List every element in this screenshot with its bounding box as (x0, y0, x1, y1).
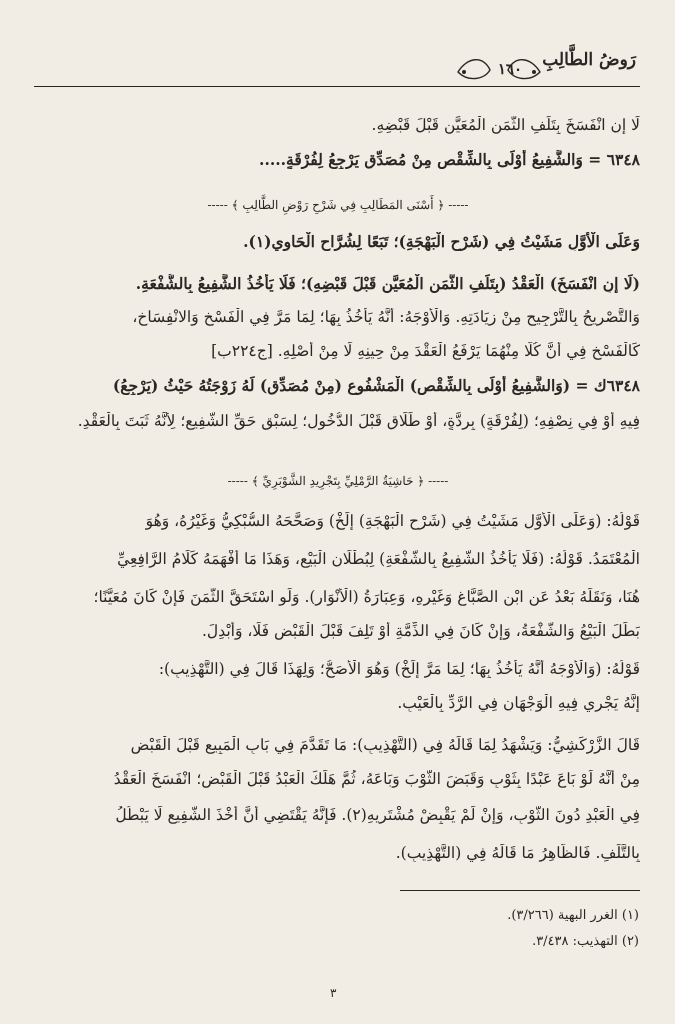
text-line: هُنَا، وَنَقَلَهُ بَعْدُ عَنِ ابْنِ الصَّبَّاغِ وَغَيْرِهِ، وَعِبَارَةُ (الْأَنْوَارِ). وَلَوِ اسْتَحَقَّ الثَّمَنَ فَإِنْ كَانَ مُعَيَّنًا؛ (93, 588, 640, 606)
footnote: (٢) التهذيب: ٣/٤٣٨. (532, 934, 639, 949)
section-separator: ----- ﴿ أَسْنَى المَطَالِبِ فِي شَرْحِ رَوْضِ الطَّالِبِ ﴾ ----- (207, 198, 469, 212)
text-line: مِنْ أَنَّهُ لَوْ بَاعَ عَبْدًا بِثَوْبٍ وَقَبَضَ الثَّوْبَ وَبَاعَهُ، ثُمَّ هَلَكَ الْعَبْدُ قَبْلَ الْقَبْضِ؛ انْفَسَخَ الْعَقْدُ (113, 770, 640, 788)
page-header (34, 48, 640, 88)
text-line: وَعَلَى الْأَوَّلِ مَشَيْتُ فِي (شَرْحِ الْبَهْجَةِ)؛ تَبَعًا لِشُرَّاحِ الْحَاوِي(١). (243, 232, 640, 251)
text-line: فِي الْعَبْدِ دُونَ الثَّوْبِ، وَإِنْ لَمْ يَقْبِضْ مُشْتَرِيهِ(٢). فَإِنَّهُ يَقْتَضِي أَنَّ أَخْذَ الشَّفِيعِ لَا يَبْطُلُ (115, 806, 640, 824)
text-line: الْمُعْتَمَدُ. قَوْلُهُ: (فَلَا يَأْخُذُ الشَّفِيعُ بِالشُّفْعَةِ) لِبُطْلَانِ الْبَيْعِ، وَهَذَا مَا أَفْهَمَهُ كَلَامُ الرَّافِعِيِّ (117, 550, 640, 568)
text-line: إِنَّهُ يَجْرِي فِيهِ الْوَجْهَانِ فِي الرَّدِّ بِالْعَيْبِ. (397, 694, 640, 712)
page-number: ١٦٠ (497, 60, 522, 78)
text-line: قَالَ الزَّرْكَشِيُّ: وَيَشْهَدُ لِمَا قَالَهُ فِي (التَّهْذِيبِ): مَا تَقَدَّمَ فِي بَابِ الْمَبِيعِ قَبْلَ الْقَبْضِ (130, 736, 640, 754)
page-mark: ٣ (330, 986, 337, 1000)
text-line: بِالتَّلَفِ. فَالظَّاهِرُ مَا قَالَهُ فِي (التَّهْذِيبِ). (395, 844, 640, 862)
text-line: لَا إِنِ انْفَسَخَ بِتَلَفِ الثَّمَنِ الْمُعَيَّنِ قَبْلَ قَبْضِهِ. (371, 116, 640, 134)
section-separator: ----- ﴿ حَاشِيَةُ الرَّمْلِيِّ بِتَجْرِيدِ الشَّوْبَرِيِّ ﴾ ----- (227, 474, 449, 488)
running-title: رَوضُ الطَّالِبِ (542, 50, 636, 70)
text-line: كَالْفَسْخِ فِي أَنَّ كُلًّا مِنْهُمَا يَرْفَعُ الْعَقْدَ مِنْ حِينِهِ لَا مِنْ أَصْلِهِ. [ج٢٢٤ب] (211, 342, 640, 360)
text-line: بَطَلَ الْبَيْعُ وَالشُّفْعَةُ، وَإِنْ كَانَ فِي الذِّمَّةِ أَوْ تَلِفَ قَبْلَ الْقَبْضِ فَلَا، وَأُبْدِلَ. (202, 622, 640, 640)
text-line: فِيهِ أَوْ فِي نِصْفِهِ؛ (لِفُرْقَةٍ) بِرِدَّةٍ، أَوْ طَلَاقٍ قَبْلَ الدُّخُولِ؛ لِسَبْقِ حَقِّ الشَّفِيعِ؛ لِأَنَّهُ ثَبَتَ بِالْعَقْدِ. (77, 412, 640, 430)
text-line: قَوْلُهُ: (وَعَلَى الْأَوَّلِ مَشَيْتُ فِي (شَرْحِ الْبَهْجَةِ) إِلَخْ) وَصَحَّحَهُ السُّبْكِيُّ وَغَيْرُهُ، وَهُوَ (145, 512, 640, 530)
header-rule (34, 86, 640, 87)
text-line: (لَا إِنِ انْفَسَخَ) الْعَقْدُ (بِتَلَفِ الثَّمَنِ الْمُعَيَّنِ قَبْلَ قَبْضِهِ)؛ فَلَا يَأْخُذُ الشَّفِيعُ بِالشُّفْعَةِ. (135, 274, 640, 293)
text-line: قَوْلُهُ: (وَالْأَوْجَهُ أَنَّهُ يَأْخُذُ بِهَا؛ لِمَا مَرَّ إِلَخْ) وَهُوَ الْأَصَحُّ؛ وَلِهَذَا قَالَ فِي (التَّهْذِيبِ): (158, 660, 640, 678)
footnote-rule (400, 890, 640, 891)
item-heading: ٦٣٤٨ = وَالشَّفِيعُ أَوْلَى بِالشِّقْصِ مِنْ مُصَدِّقٍ يَرْجِعُ لِفُرْقَةٍ..... (259, 150, 640, 169)
text-line: وَالتَّصْرِيحُ بِالتَّرْجِيحِ مِنْ زِيَادَتِهِ. وَالْأَوْجَهُ: أَنَّهُ يَأْخُذُ بِهَا؛ لِمَا مَرَّ فِي الْفَسْخِ وَالانْفِسَاخِ، (132, 308, 640, 326)
item-heading: ٦٣٤٨ك = (وَالشَّفِيعُ أَوْلَى بِالشِّقْصِ) الْمَشْفُوعِ (مِنْ مُصَدِّقٍ) لَهُ زَوْجَتُهُ حَيْثُ (يَرْجِعُ) (112, 376, 640, 395)
footnote: (١) الغرر البهية (٣/٢٦٦). (507, 908, 639, 923)
